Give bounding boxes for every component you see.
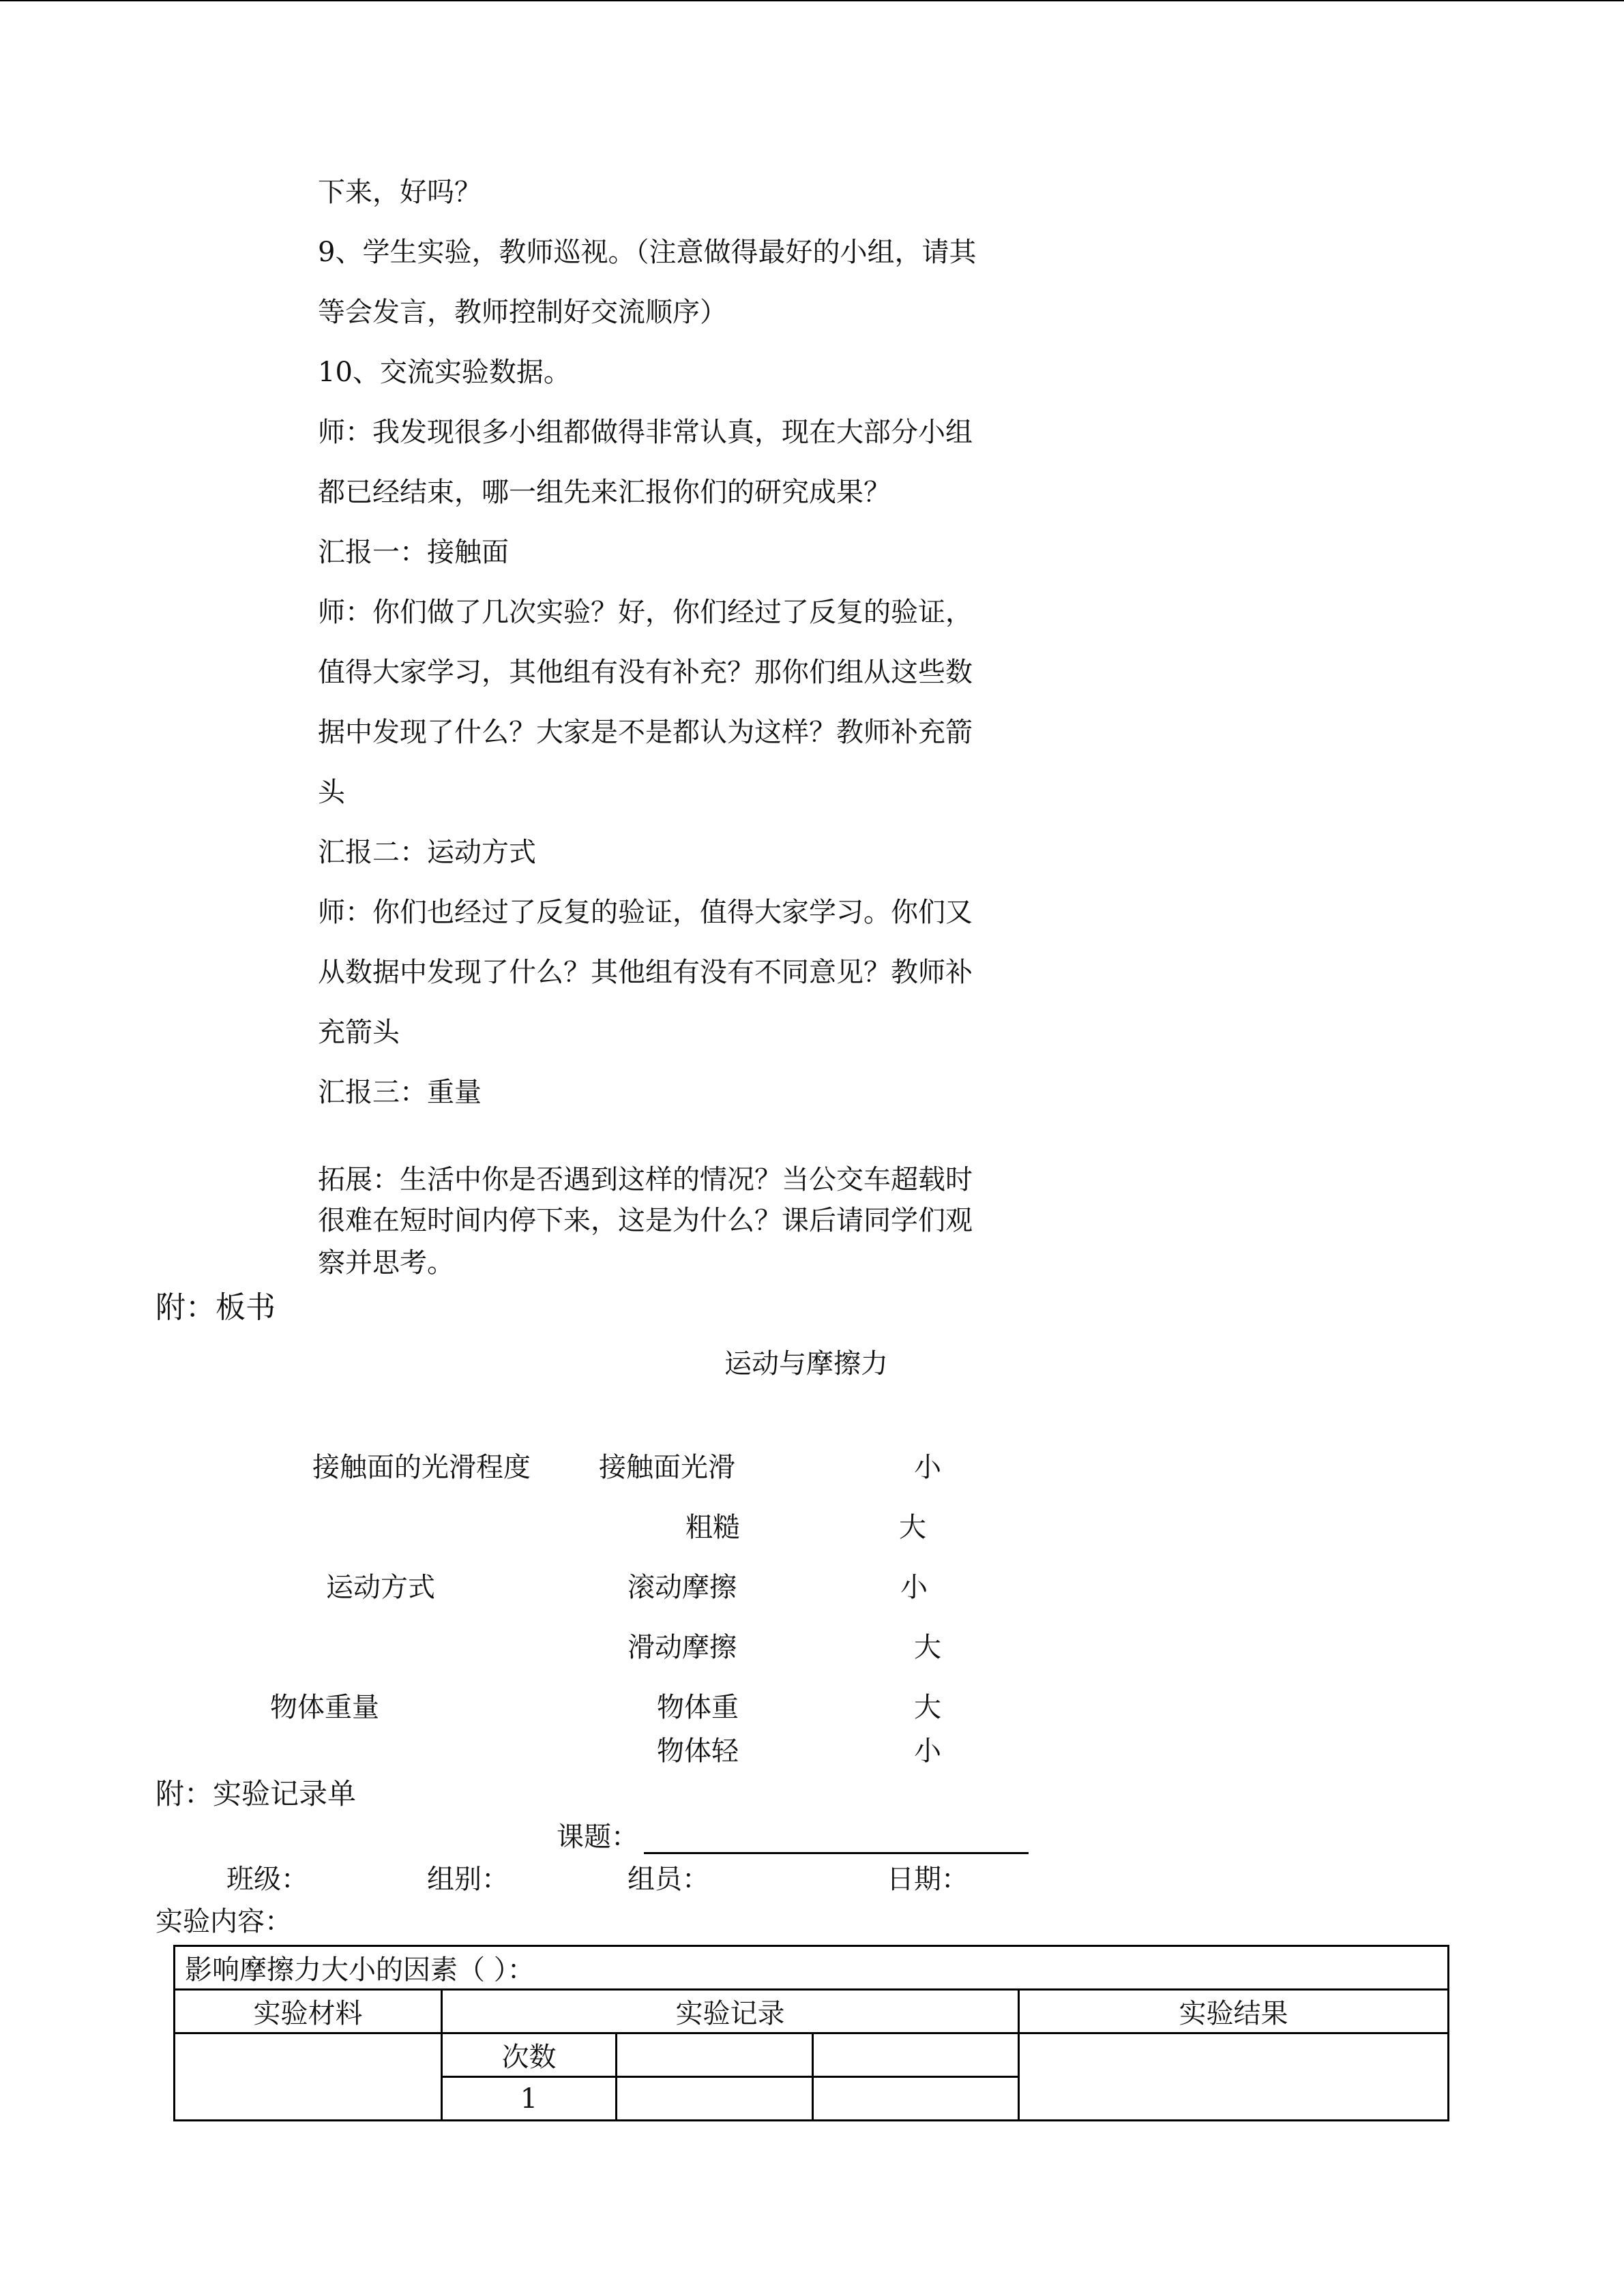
lesson-line: 很难在短时间内停下来，这是为什么？课后请同学们观 [318, 1205, 973, 1236]
content-label: 实验内容： [156, 1906, 292, 1937]
times-label: 次数 [442, 2033, 617, 2077]
surface-smooth: 接触面光滑 [599, 1452, 735, 1483]
lesson-line: 师：我发现很多小组都做得非常认真，现在大部分小组 [318, 417, 973, 448]
header-result: 实验结果 [1019, 1990, 1449, 2033]
lesson-line: 10、交流实验数据。 [318, 357, 571, 388]
record-cell [617, 2077, 813, 2121]
header-material: 实验材料 [175, 1990, 442, 2033]
lesson-line: 充箭头 [318, 1017, 400, 1048]
object-heavy: 物体重 [657, 1692, 739, 1723]
record-heading: 附：实验记录单 [156, 1777, 357, 1810]
sliding-result: 大 [914, 1632, 941, 1663]
lesson-line: 都已经结束，哪一组先来汇报你们的研究成果？ [318, 477, 891, 508]
lesson-line: 下来，好吗？ [318, 177, 482, 208]
lesson-line: 9、学生实验，教师巡视。（注意做得最好的小组，请其 [318, 237, 977, 268]
header-record: 实验记录 [442, 1990, 1019, 2033]
sliding-friction: 滑动摩擦 [628, 1632, 737, 1663]
page-top-border [0, 0, 1624, 1]
lesson-line: 师：你们做了几次实验？好，你们经过了反复的验证， [318, 597, 973, 628]
surface-rough-result: 大 [899, 1512, 926, 1543]
topic-label: 课题： [557, 1821, 638, 1853]
result-cell [1019, 2033, 1449, 2121]
lesson-line: 拓展：生活中你是否遇到这样的情况？当公交车超载时 [318, 1164, 973, 1195]
lesson-line: 从数据中发现了什么？其他组有没有不同意见？教师补 [318, 957, 973, 988]
factor-row: 影响摩擦力大小的因素（ ）： [175, 1946, 1449, 1990]
record-cell [617, 2033, 813, 2077]
members-label: 组员： [628, 1864, 709, 1895]
lesson-line: 值得大家学习，其他组有没有补充？那你们组从这些数 [318, 657, 973, 688]
record-cell [813, 2077, 1019, 2121]
lesson-line: 汇报二：运动方式 [318, 837, 536, 868]
light-result: 小 [914, 1735, 941, 1767]
lesson-line: 等会发言，教师控制好交流顺序） [318, 297, 727, 328]
board-title: 运动与摩擦力 [724, 1348, 888, 1380]
rolling-result: 小 [900, 1572, 928, 1603]
date-label: 日期： [887, 1864, 969, 1895]
material-cell [175, 2033, 442, 2121]
lesson-line: 据中发现了什么？大家是不是都认为这样？教师补充箭 [318, 717, 973, 748]
record-table [173, 1945, 1449, 2121]
factor-weight: 物体重量 [270, 1692, 379, 1723]
class-label: 班级： [226, 1864, 308, 1895]
factor-motion: 运动方式 [326, 1572, 435, 1603]
topic-underline [644, 1852, 1029, 1854]
board-heading: 附：板书 [156, 1290, 276, 1325]
heavy-result: 大 [914, 1692, 941, 1723]
surface-smooth-result: 小 [914, 1452, 941, 1483]
surface-rough: 粗糙 [685, 1512, 740, 1543]
rolling-friction: 滚动摩擦 [628, 1572, 737, 1603]
lesson-line: 察并思考。 [318, 1247, 454, 1279]
lesson-line: 师：你们也经过了反复的验证，值得大家学习。你们又 [318, 897, 973, 928]
factor-surface: 接触面的光滑程度 [312, 1452, 531, 1483]
record-cell [813, 2033, 1019, 2077]
lesson-line: 头 [318, 777, 345, 808]
lesson-line: 汇报一：接触面 [318, 537, 509, 568]
group-label: 组别： [427, 1864, 509, 1895]
trial-number: 1 [442, 2077, 617, 2121]
object-light: 物体轻 [657, 1735, 739, 1767]
lesson-line: 汇报三：重量 [318, 1077, 482, 1108]
